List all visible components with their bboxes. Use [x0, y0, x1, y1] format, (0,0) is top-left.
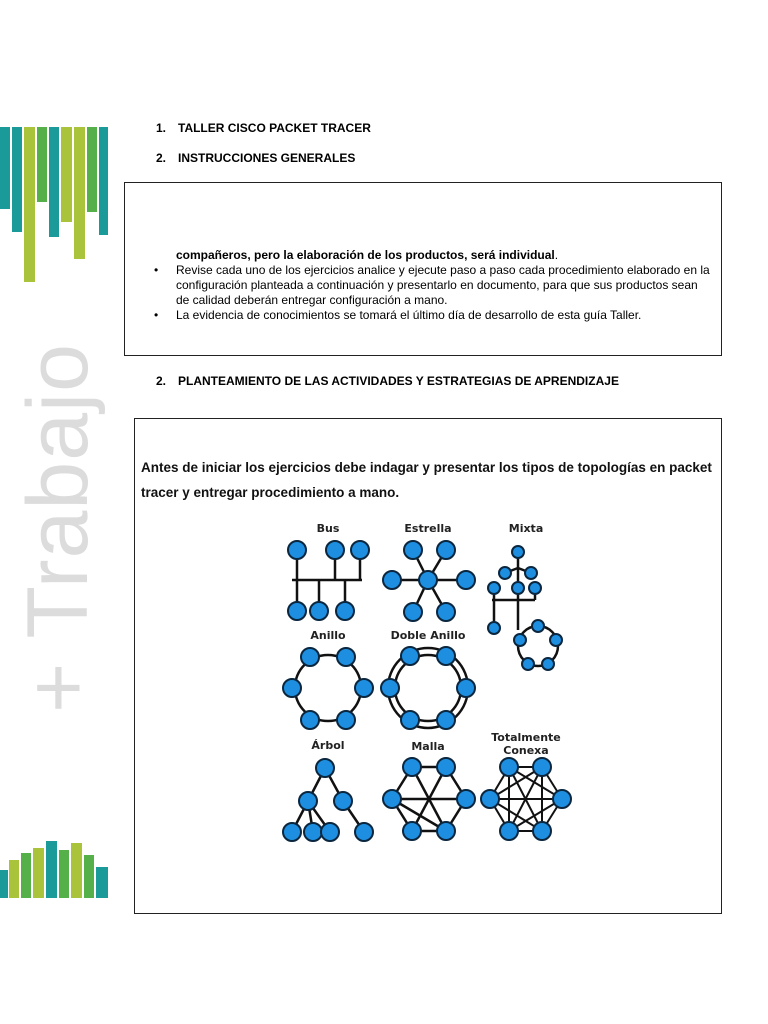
- label-full-line1: Totalmente: [491, 731, 561, 744]
- instructions-bold-line: compañeros, pero la elaboración de los productos, será individual.: [176, 248, 559, 262]
- label-double-ring: Doble Anillo: [390, 629, 466, 642]
- list-item: • La evidencia de conocimientos se tomará el último día de desarrollo de esta guía Taller.: [154, 308, 642, 322]
- label-bus: Bus: [316, 522, 340, 535]
- label-ring: Anillo: [310, 629, 346, 642]
- label-mesh: Malla: [411, 740, 445, 753]
- list-item: • Revise cada uno de los ejercicios analice y ejecute paso a paso cada procedimiento elaborado en la configuración planteada a continuación y presentarlo en documento, para que sus productos sean de calidad deberán entregar configuración a mano.: [154, 263, 710, 307]
- label-star: Estrella: [404, 522, 452, 535]
- label-full-line2: Conexa: [503, 744, 549, 757]
- network-topologies-diagram: [280, 518, 576, 850]
- section-heading-taller: 1. TALLER CISCO PACKET TRACER: [156, 121, 371, 135]
- label-tree: Árbol: [311, 739, 345, 752]
- instructions-list: [151, 263, 711, 323]
- section-heading-planteamiento: 2. PLANTEAMIENTO DE LAS ACTIVIDADES Y ESTRATEGIAS DE APRENDIZAJE: [156, 374, 619, 388]
- vertical-brand-text: + Trabajo: [10, 343, 106, 713]
- instructions-box: [124, 182, 722, 356]
- activities-instruction: Antes de iniciar los ejercicios debe indagar y presentar los tipos de topologías en packet tracer y entregar procedimiento a mano.: [141, 460, 712, 500]
- section-heading-instrucciones: 2. INSTRUCCIONES GENERALES: [156, 151, 356, 165]
- label-mixed: Mixta: [508, 522, 544, 535]
